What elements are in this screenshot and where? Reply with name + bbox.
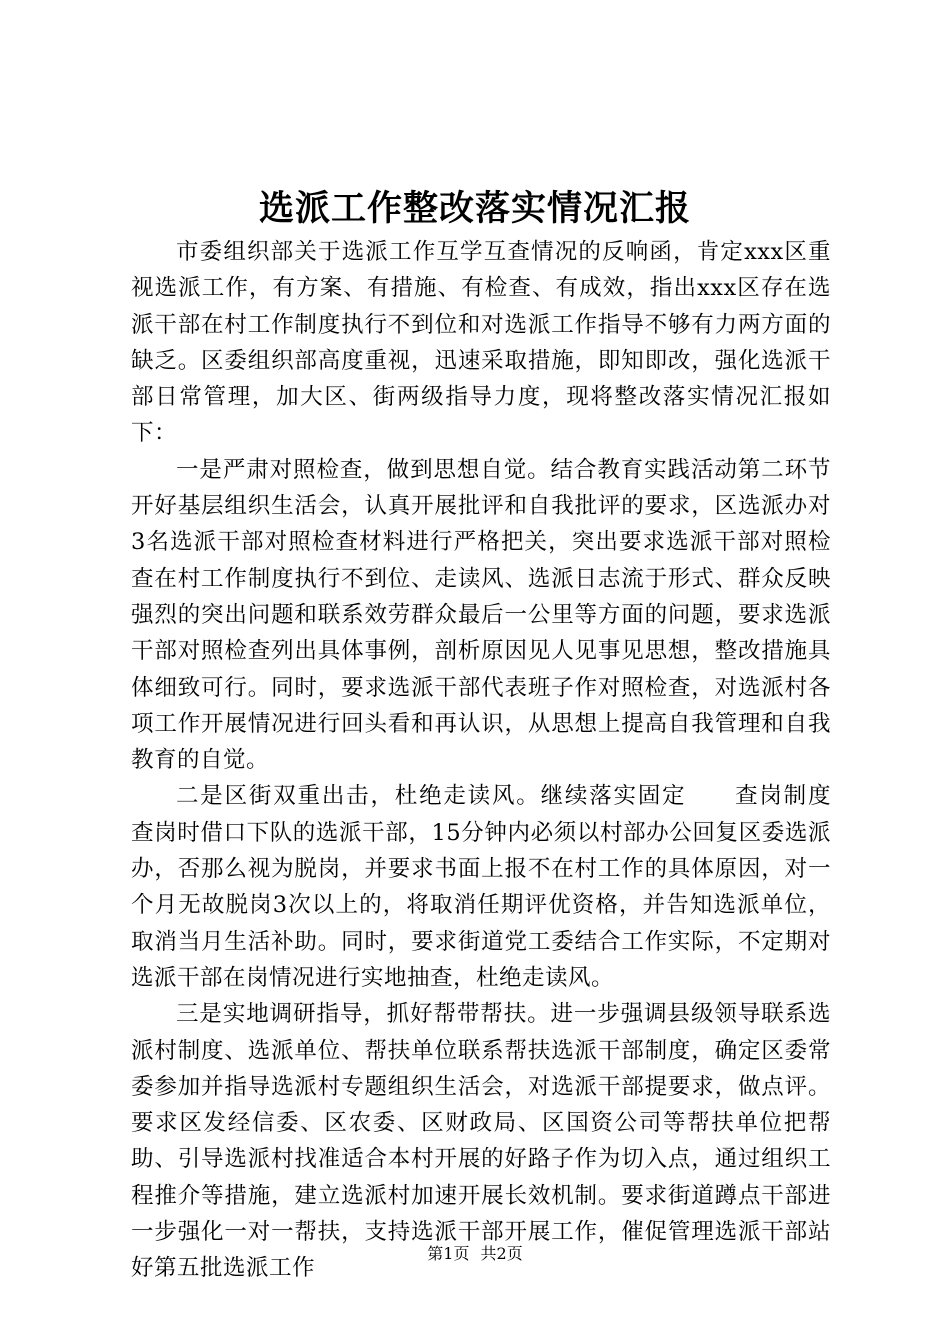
paragraph-point-three: 三是实地调研指导，抓好帮带帮扶。进一步强调县级领导联系选派村制度、选派单位、帮扶单位联系帮扶选派干部制度，确定区委常委参加并指导选派村专题组织生活会，对选派干部提要求，做点评。要求区发经信委、区农委、区财政局、区国资公司等帮扶单位把帮助、引导选派村找准适合本村开展的好路子作为切入点，通过组织工程推介等措施，建立选派村加速开展长效机制。要求街道蹲点干部进一步强化一对一帮扶，支持选派干部开展工作，催促管理选派干部站好第五批选派工作 xyxy=(131,1001,831,1282)
page-number: 第1页 xyxy=(427,1244,470,1263)
page-footer xyxy=(0,1244,950,1264)
paragraph-point-one: 一是严肃对照检查，做到思想自觉。结合教育实践活动第二环节开好基层组织生活会，认真开展批评和自我批评的要求，区选派办对3名选派干部对照检查材料进行严格把关，突出要求选派干部对照检查在村工作制度执行不到位、走读风、选派日志流于形式、群众反映强烈的突出问题和联系效劳群众最后一公里等方面的问题，要求选派干部对照检查列出具体事例，剖析原因见人见事见思想，整改措施具体细致可行。同时，要求选派干部代表班子作对照检查，对选派村各项工作开展情况进行回头看和再认识，从思想上提高自我管理和自我教育的自觉。 xyxy=(131,456,831,774)
document-body xyxy=(131,234,878,1287)
paragraph-intro: 市委组织部关于选派工作互学互查情况的反响函，肯定xxx区重视选派工作，有方案、有措施、有检查、有成效，指出xxx区存在选派干部在村工作制度执行不到位和对选派工作指导不够有力两方面的缺乏。区委组织部高度重视，迅速采取措施，即知即改，强化选派干部日常管理，加大区、街两级指导力度，现将整改落实情况汇报如下： xyxy=(131,239,831,447)
page-total: 共2页 xyxy=(480,1244,523,1263)
paragraph-point-two: 二是区街双重出击，杜绝走读风。继续落实固定 查岗制度 查岗时借口下队的选派干部，15分钟内必须以村部办公回复区委选派办，否那么视为脱岗，并要求书面上报不在村工作的具体原因，对一个月无故脱岗3次以上的，将取消任期评优资格，并告知选派单位，取消当月生活补助。同时，要求街道党工委结合工作实际，不定期对选派干部在岗情况进行实地抽查，杜绝走读风。 xyxy=(131,783,878,991)
document-title: 选派工作整改落实情况汇报 xyxy=(258,188,691,229)
